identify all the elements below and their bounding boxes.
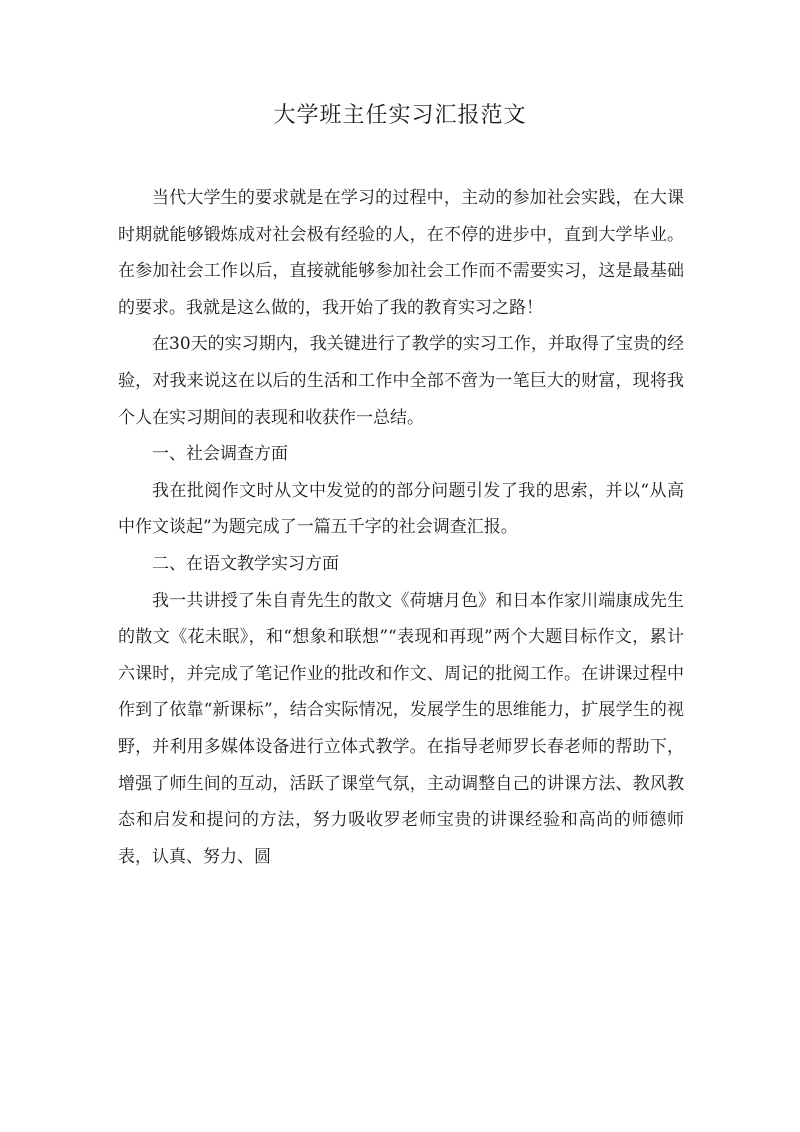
paragraph-social-survey: 我在批阅作文时从文中发觉的的部分问题引发了我的思索，并以“从高中作文谈起”为题完成了一篇五千字的社会调查汇报。 <box>118 480 684 538</box>
section-heading-social-survey: 一、社会调查方面 <box>152 444 288 465</box>
paragraph-intro: 当代大学生的要求就是在学习的过程中，主动的参加社会实践，在大课时期就能够锻炼成对社会极有经验的人，在不停的进步中，直到大学毕业。在参加社会工作以后，直接就能够参加社会工作而不需要实习，这是最基础的要求。我就是这么做的，我开始了我的教育实习之路！ <box>118 188 684 318</box>
document-body <box>118 180 684 875</box>
section-heading-chinese-teaching: 二、在语文教学实习方面 <box>152 553 339 574</box>
document-title: 大学班主任实习汇报范文 <box>273 103 527 128</box>
paragraph-internship-summary: 在30天的实习期内，我关键进行了教学的实习工作，并取得了宝贵的经验，对我来说这在以后的生活和工作中全部不啻为一笔巨大的财富，现将我个人在实习期间的表现和收获作一总结。 <box>118 334 684 428</box>
paragraph-chinese-teaching: 我一共讲授了朱自青先生的散文《荷塘月色》和日本作家川端康成先生的散文《花未眠》，和“想象和联想”“表现和再现”两个大题目标作文，累计六课时，并完成了笔记作业的批改和作文、周记的批阅工作。在讲课过程中作到了依靠“新课标”，结合实际情况，发展学生的思维能力，扩展学生的视野，并利用多媒体设备进行立体式教学。在指导老师罗长春老师的帮助下，增强了师生间的互动，活跃了课堂气氛，主动调整自己的讲课方法、教风教态和启发和提问的方法，努力吸收罗老师宝贵的讲课经验和高尚的师德师表，认真、努力、圆 <box>118 590 684 867</box>
